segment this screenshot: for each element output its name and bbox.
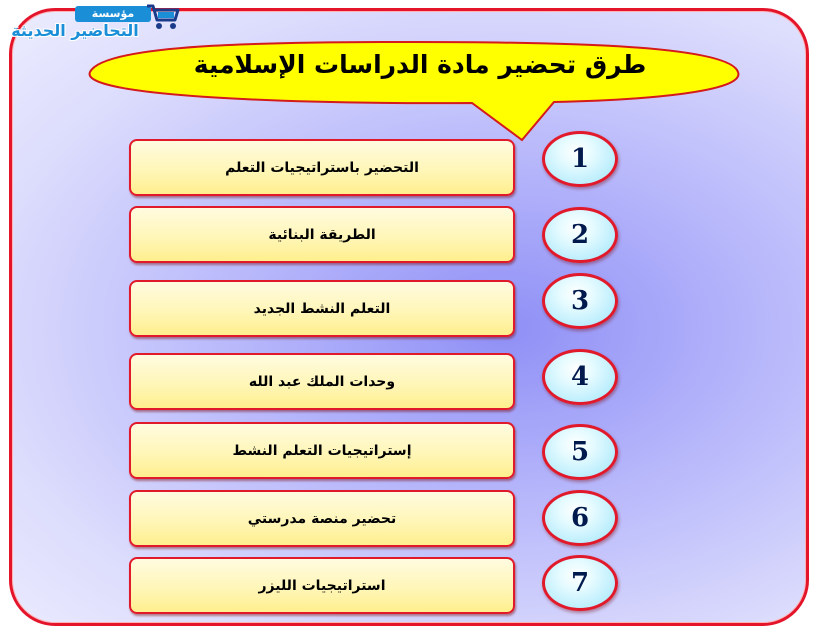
item-label: استراتيجيات الليزر [258,577,386,594]
item-box-7 [129,557,515,614]
item-number: 4 [570,362,590,392]
page-title: طرق تحضير مادة الدراسات الإسلامية [193,50,647,79]
item-number: 5 [570,437,590,467]
item-label: التعلم النشط الجديد [253,300,391,317]
number-oval-6 [542,490,618,546]
item-label: إستراتيجيات التعلم النشط [232,442,412,459]
item-box-2 [129,206,515,263]
item-box-6 [129,490,515,547]
number-oval-4 [542,349,618,405]
cart-icon [145,2,181,32]
item-box-1 [129,139,515,196]
item-box-4 [129,353,515,410]
item-number: 7 [570,568,590,598]
item-box-3 [129,280,515,337]
item-number: 1 [570,144,590,174]
number-oval-1 [542,131,618,187]
logo-name: التحاضير الحديثة [11,21,139,40]
number-oval-5 [542,424,618,480]
item-label: تحضير منصة مدرستي [247,510,397,527]
item-label: التحضير باستراتيجيات التعلم [225,159,419,176]
number-oval-7 [542,555,618,611]
item-box-5 [129,422,515,479]
item-number: 6 [570,503,590,533]
item-label: وحدات الملك عبد الله [248,373,396,390]
number-oval-3 [542,273,618,329]
item-number: 3 [570,286,590,316]
logo [0,0,182,44]
number-oval-2 [542,207,618,263]
item-label: الطريقة البنائية [268,226,376,243]
item-number: 2 [570,220,590,250]
logo-badge: مؤسسة [75,6,151,22]
